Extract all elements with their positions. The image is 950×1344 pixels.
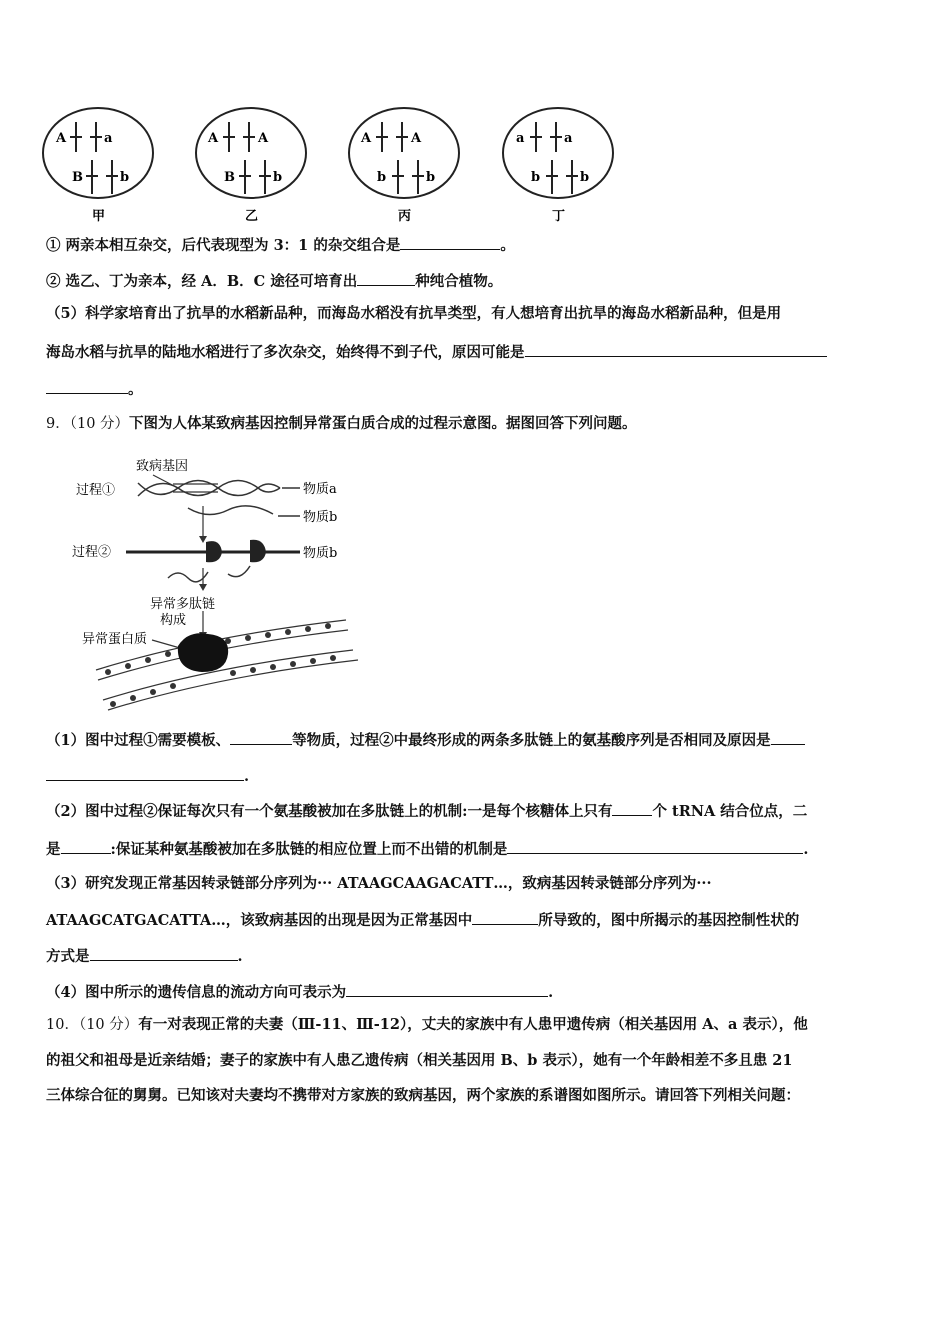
cell-yi-bottom-right: b xyxy=(273,170,283,185)
q9-p2-text-d: :保证某种氨基酸被加在多肽链的相应位置上而不出错的机制是 xyxy=(110,841,508,858)
q9-p2-blank2 xyxy=(61,838,111,854)
cell-jia xyxy=(43,108,153,224)
cell-jia-name: 甲 xyxy=(92,209,106,224)
q9-p1-end: . xyxy=(244,768,250,785)
cell-yi-name: 乙 xyxy=(245,209,259,224)
q10-number: 10． xyxy=(46,1017,79,1033)
cell-yi xyxy=(196,108,306,224)
q9-p2-line1 xyxy=(46,800,906,823)
q9-p3-text-d: 方式是 xyxy=(46,948,90,965)
cell-jia-bottom-right: b xyxy=(120,170,130,185)
q9-p2-text-a: （2）图中过程②保证每次只有一个氨基酸被加在多肽链上的机制:一是每个核糖体上只有 xyxy=(46,803,613,820)
q9-p1-text-b: 等物质，过程②中最终形成的两条多肽链上的氨基酸序列是否相同及原因是 xyxy=(292,732,771,749)
q9-p3-text-a: （3）研究发现正常基因转录链部分序列为··· ATAAGCAAGACATT…，致病基因转录链部分序列为··· xyxy=(46,875,712,892)
q10-score: （10 分） xyxy=(78,1017,139,1033)
q9-p1-blank2 xyxy=(771,729,805,745)
q10-line3 xyxy=(46,1085,906,1107)
gene-expression-figure xyxy=(68,448,368,713)
fig-abnormal-protein-label: 异常蛋白质 xyxy=(82,632,148,647)
cell-bing-bottom-right: b xyxy=(426,170,436,185)
cell-ding-top-left: a xyxy=(516,131,525,146)
cell-jia-top-left: A xyxy=(56,131,67,146)
q9-p1-line2 xyxy=(46,765,906,788)
q9-p2-text-c: 是 xyxy=(46,841,61,858)
q8-item1 xyxy=(46,234,906,257)
q9-p1-line1 xyxy=(46,729,906,752)
q9-p2-blank3 xyxy=(507,838,803,854)
fig-constitutes-label: 构成 xyxy=(160,613,187,628)
cell-bing xyxy=(349,108,459,224)
q9-p4-text-a: （4）图中所示的遗传信息的流动方向可表示为 xyxy=(46,984,347,1001)
q9-p2-text-b: 个 tRNA 结合位点，二 xyxy=(652,803,808,820)
cell-ding xyxy=(503,108,613,224)
cell-bing-top-left: A xyxy=(361,131,372,146)
cell-ding-bottom-right: b xyxy=(580,170,590,185)
cell-bing-bottom-left: b xyxy=(377,170,387,185)
q8-item5-line2 xyxy=(46,341,906,364)
fig-polypeptide-label: 异常多肽链 xyxy=(150,597,216,612)
cell-ding-top-right: a xyxy=(564,131,573,146)
cell-ding-name: 丁 xyxy=(552,209,566,224)
q9-p2-end: . xyxy=(803,841,809,858)
q8-item5-text2: 海岛水稻与抗旱的陆地水稻进行了多次杂交，始终得不到子代，原因可能是 xyxy=(46,344,525,361)
q9-p4-blank xyxy=(346,981,548,997)
q8-item2-blank xyxy=(357,270,415,286)
q8-item5-blank2 xyxy=(46,378,128,394)
fig-gene-label: 致病基因 xyxy=(136,459,189,474)
q9-score: （10 分） xyxy=(69,416,130,432)
q9-p3-text-b: ATAAGCATGACATTA…，该致病基因的出现是因为正常基因中 xyxy=(46,912,473,929)
q9-p3-line1 xyxy=(46,873,906,895)
q9-stem xyxy=(46,413,906,435)
cell-bing-top-right: A xyxy=(411,131,422,146)
q10-line1 xyxy=(46,1014,906,1036)
q8-item5-blank1 xyxy=(525,341,827,357)
q8-item1-text: ① 两亲本相互杂交，后代表现型为 3：1 的杂交组合是 xyxy=(46,237,401,254)
q8-item5-line3 xyxy=(46,378,906,401)
q10-text1: 有一对表现正常的夫妻（Ⅲ-11、Ⅲ-12），丈夫的家族中有人患甲遗传病（相关基因用 A、a 表示），他 xyxy=(138,1016,808,1033)
q8-item5-line1 xyxy=(46,303,906,325)
fig-substance-a: 物质a xyxy=(303,482,337,497)
cell-yi-top-left: A xyxy=(208,131,219,146)
cell-jia-top-right: a xyxy=(104,131,113,146)
q9-p1-text-a: （1）图中过程①需要模板、 xyxy=(46,732,231,749)
q8-item1-end: 。 xyxy=(500,237,515,254)
q9-p3-blank1 xyxy=(472,909,538,925)
q9-p3-text-c: 所导致的，图中所揭示的基因控制性状的 xyxy=(538,912,800,929)
q9-p3-end: . xyxy=(237,948,243,965)
q8-item5-end: 。 xyxy=(128,381,143,398)
q9-p3-line2 xyxy=(46,909,906,932)
cell-jia-bottom-left: B xyxy=(72,170,83,185)
q9-number: 9． xyxy=(46,416,70,432)
q9-p2-blank1 xyxy=(612,800,652,816)
q8-item2-post: 种纯合植物。 xyxy=(415,273,503,290)
q9-p2-line2 xyxy=(46,838,906,861)
fig-substance-b1: 物质b xyxy=(303,510,338,525)
cell-ding-bottom-left: b xyxy=(531,170,541,185)
q8-item5-text1: （5）科学家培育出了抗旱的水稻新品种，而海岛水稻没有抗旱类型，有人想培育出抗旱的海岛水稻新品种，但是用 xyxy=(46,305,782,322)
q9-p1-blank3 xyxy=(46,765,244,781)
q9-p4-end: . xyxy=(548,984,554,1001)
q9-p1-blank1 xyxy=(230,729,292,745)
q8-item2 xyxy=(46,270,906,293)
q9-p3-blank2 xyxy=(90,945,238,961)
cell-yi-bottom-left: B xyxy=(224,170,235,185)
q10-text3: 三体综合征的舅舅。已知该对夫妻均不携带对方家族的致病基因，两个家族的系谱图如图所示。请回答下列相关问题： xyxy=(46,1087,800,1104)
q8-item2-text: ② 选乙、丁为亲本，经 A．B．C 途径可培育出 xyxy=(46,273,358,290)
fig-substance-b2: 物质b xyxy=(303,546,338,561)
q10-text2: 的祖父和祖母是近亲结婚；妻子的家族中有人患乙遗传病（相关基因用 B、b 表示），她有一个年龄相差不多且患 21 xyxy=(46,1052,793,1069)
q8-item1-blank xyxy=(400,234,500,250)
fig-process2-label: 过程② xyxy=(72,545,112,560)
fig-process1-label: 过程① xyxy=(76,483,116,498)
q9-p3-line3 xyxy=(46,945,906,968)
q10-line2 xyxy=(46,1050,906,1072)
q9-p4 xyxy=(46,981,906,1004)
chromosome-cells-figure xyxy=(40,100,630,226)
cell-yi-top-right: A xyxy=(258,131,269,146)
q9-stem-text: 下图为人体某致病基因控制异常蛋白质合成的过程示意图。据图回答下列问题。 xyxy=(129,415,637,432)
cell-bing-name: 丙 xyxy=(398,209,412,224)
